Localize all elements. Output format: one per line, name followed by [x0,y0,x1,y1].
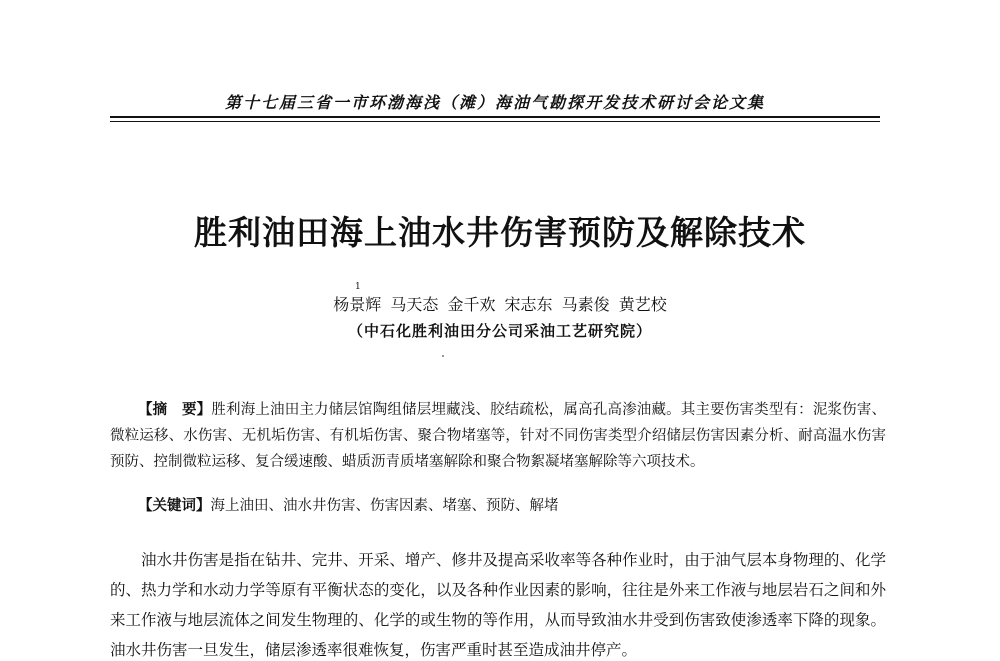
author-name: 杨景辉 [333,295,382,314]
abstract-label: 【摘 要】 [138,401,212,418]
author-name: 金千欢 [447,295,496,314]
author-name: 马素俊 [561,295,610,314]
author-name: 宋志东 [504,295,553,314]
body-paragraph: 油水井伤害是指在钻井、完井、开采、增产、修井及提高采收率等各种作业时，由于油气层本身物理的、化学的、热力学和水动力学等原有平衡状态的变化，以及各种作业因素的影响，往往是外来工作液与地层岩石之间和外来工作液与地层流体之间发生物理的、化学的或生物的等作用，从而导致油水井受到伤害致使渗透率下降的现象。油水井伤害一旦发生，储层渗透率很难恢复，伤害严重时甚至造成油井停产。 [110,551,886,659]
abstract [110,397,886,475]
header-rule-thin [110,121,880,122]
abstract-text: 胜利海上油田主力储层馆陶组储层埋藏浅、胶结疏松，属高孔高渗油藏。其主要伤害类型有：泥浆伤害、微粒运移、水伤害、无机垢伤害、有机垢伤害、聚合物堵塞等，针对不同伤害类型介绍储层伤害因素分析、耐高温水伤害预防、控制微粒运移、复合缓速酸、蜡质沥青质堵塞解除和聚合物絮凝堵塞解除等六项技术。 [110,402,887,470]
keywords-label: 【关键词】 [138,497,211,514]
author-name: 马天态 [390,295,439,314]
header-rule-thick [110,116,880,118]
keywords-text: 海上油田、油水井伤害、伤害因素、堵塞、预防、解堵 [210,498,559,514]
paper-title: 胜利油田海上油水井伤害预防及解除技术 [194,213,806,252]
footnote-mark: 1 [355,282,361,292]
author-list [0,292,1000,315]
scan-speck [442,355,444,357]
running-header: 第十七届三省一市环渤海浅（滩）海油气勘探开发技术研讨会论文集 [224,93,765,112]
author-name: 黄艺校 [618,295,667,314]
author-affiliation: （中石化胜利油田分公司采油工艺研究院） [347,322,652,340]
keywords [110,493,886,519]
